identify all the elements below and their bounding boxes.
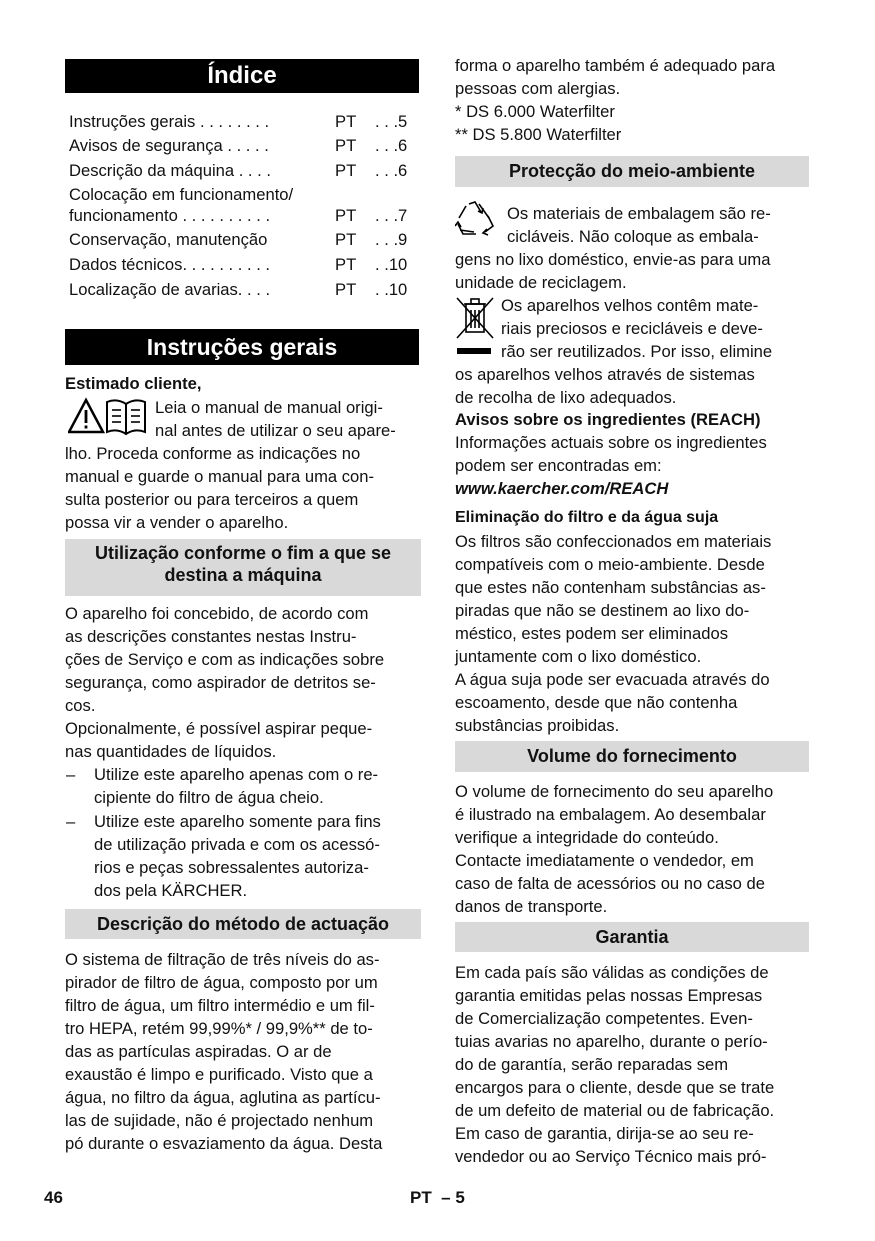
instrucoes-gerais-heading: Instruções gerais — [65, 329, 419, 365]
leia-line: manual e guarde o manual para uma con- — [65, 467, 375, 486]
reach-line: Informações actuais sobre os ingredientes — [455, 433, 767, 452]
reach-link[interactable]: www.kaercher.com/REACH — [455, 479, 669, 498]
descricao-heading: Descrição do método de actuação — [65, 909, 421, 939]
manual-book-icon — [103, 398, 151, 436]
garantia-heading: Garantia — [455, 922, 809, 952]
crossed-bin-icon — [455, 296, 495, 358]
weee-line: os aparelhos velhos através de sistemas — [455, 365, 755, 384]
weee-line: riais preciosos e recicláveis e deve- — [501, 319, 763, 338]
salutation: Estimado cliente, — [65, 374, 202, 393]
eliminacao-heading: Eliminação do filtro e da água suja — [455, 509, 719, 526]
leia-line: possa vir a vender o aparelho. — [65, 513, 289, 532]
weee-line: de recolha de lixo adequados. — [455, 388, 677, 407]
proteccao-heading: Protecção do meio-ambiente — [455, 156, 809, 187]
recycle-line: gens no lixo doméstico, envie-as para uma — [455, 250, 771, 269]
reach-line: podem ser encontradas em: — [455, 456, 662, 475]
recycle-line: unidade de reciclagem. — [455, 273, 627, 292]
leia-line: Leia o manual de manual origi- — [155, 398, 383, 417]
page-number: 46 — [44, 1188, 63, 1207]
recycle-line: Os materiais de embalagem são re- — [507, 204, 771, 223]
leia-line: nal antes de utilizar o seu apare- — [155, 421, 396, 440]
reach-heading: Avisos sobre os ingredientes (REACH) — [455, 410, 761, 429]
weee-line: Os aparelhos velhos contêm mate- — [501, 296, 759, 315]
weee-line: rão ser reutilizados. Por isso, elimine — [501, 342, 773, 361]
indice-heading: Índice — [65, 59, 419, 93]
leia-line: lho. Proceda conforme as indicações no — [65, 444, 361, 463]
recycle-line: cicláveis. Não coloque as embala- — [507, 227, 759, 246]
leia-line: sulta posterior ou para terceiros a quem — [65, 490, 359, 509]
volume-heading: Volume do fornecimento — [455, 741, 809, 772]
recycle-icon — [455, 200, 495, 238]
section-page-label: PT – 5 — [410, 1188, 465, 1207]
utilizacao-heading: Utilização conforme o fim a que se destina a máquina — [65, 539, 421, 596]
